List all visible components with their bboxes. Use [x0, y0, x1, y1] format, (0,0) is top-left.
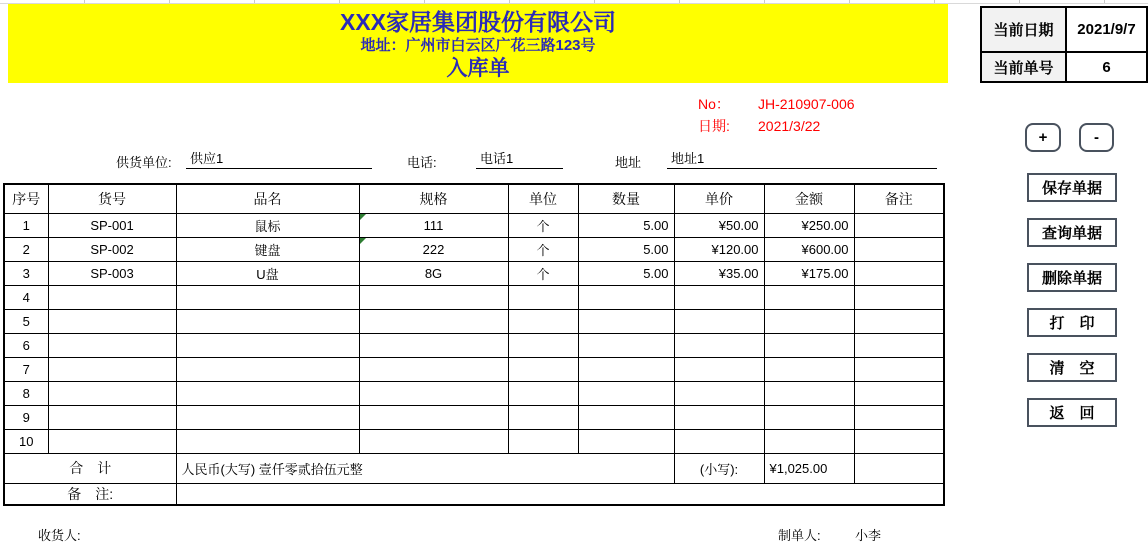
current-info-box	[980, 6, 1148, 83]
column-header: 备注	[854, 184, 944, 213]
address-field[interactable]: 地址1	[667, 149, 937, 169]
cell-unit[interactable]	[508, 405, 578, 429]
cell-price[interactable]	[674, 381, 764, 405]
cell-unit[interactable]	[508, 333, 578, 357]
cell-amount[interactable]: ¥600.00	[764, 237, 854, 261]
column-header: 规格	[359, 184, 508, 213]
cell-qty[interactable]	[578, 285, 674, 309]
current-number-value: 6	[1102, 58, 1111, 76]
cell-amount[interactable]	[764, 333, 854, 357]
table-row	[4, 285, 944, 309]
current-number-label: 当前单号	[982, 53, 1067, 81]
cell-note[interactable]	[854, 381, 944, 405]
doc-no-label: No：	[698, 96, 730, 112]
total-note-cell	[854, 453, 944, 483]
cell-qty[interactable]	[578, 405, 674, 429]
table-row	[4, 381, 944, 405]
cell-unit[interactable]: 个	[508, 261, 578, 285]
cell-name[interactable]	[176, 405, 359, 429]
error-flag-triangle	[360, 238, 366, 244]
table-row	[4, 429, 944, 453]
total-small-label: (小写):	[674, 453, 764, 483]
cell-no[interactable]: 10	[4, 429, 48, 453]
cell-price[interactable]	[674, 285, 764, 309]
cell-price[interactable]	[674, 357, 764, 381]
cell-note[interactable]	[854, 333, 944, 357]
phone-label: 电话:	[407, 155, 437, 170]
cell-spec[interactable]: 111	[359, 213, 508, 237]
table-row	[4, 405, 944, 429]
table-row	[4, 357, 944, 381]
cell-spec[interactable]	[359, 285, 508, 309]
cell-unit[interactable]	[508, 429, 578, 453]
cell-code[interactable]: SP-001	[48, 213, 176, 237]
cell-price[interactable]	[674, 333, 764, 357]
cell-code[interactable]	[48, 285, 176, 309]
cell-note[interactable]	[854, 357, 944, 381]
column-header: 序号	[4, 184, 48, 213]
cell-price[interactable]: ¥35.00	[674, 261, 764, 285]
cell-amount[interactable]	[764, 357, 854, 381]
cell-spec[interactable]: 222	[359, 237, 508, 261]
cell-code[interactable]: SP-003	[48, 261, 176, 285]
column-header: 数量	[578, 184, 674, 213]
table-row	[4, 309, 944, 333]
cell-qty[interactable]	[578, 357, 674, 381]
cell-note[interactable]	[854, 261, 944, 285]
cell-spec[interactable]	[359, 333, 508, 357]
column-header: 货号	[48, 184, 176, 213]
current-date-label: 当前日期	[982, 8, 1067, 51]
table-header-row	[4, 184, 944, 213]
cell-qty[interactable]: 5.00	[578, 261, 674, 285]
receiver-label: 收货人:	[38, 528, 81, 543]
cell-code[interactable]	[48, 309, 176, 333]
current-date-value: 2021/9/7	[1077, 21, 1136, 38]
cell-qty[interactable]	[578, 429, 674, 453]
table-row	[4, 213, 944, 237]
remove-row-button[interactable]: -	[1079, 123, 1114, 152]
cell-name[interactable]	[176, 333, 359, 357]
cell-amount[interactable]: ¥250.00	[764, 213, 854, 237]
cell-name[interactable]: 鼠标	[176, 213, 359, 237]
remark-value-cell[interactable]	[176, 483, 944, 505]
cell-no[interactable]: 3	[4, 261, 48, 285]
cell-code[interactable]	[48, 405, 176, 429]
delete-button[interactable]: 删除单据	[1027, 263, 1117, 292]
button-stack	[1027, 173, 1117, 427]
form-title: 入库单	[446, 57, 510, 80]
cell-amount[interactable]	[764, 405, 854, 429]
cell-qty[interactable]	[578, 309, 674, 333]
total-amount-value: ¥1,025.00	[764, 453, 854, 483]
cell-no[interactable]: 8	[4, 381, 48, 405]
cell-no[interactable]: 1	[4, 213, 48, 237]
cell-spec[interactable]	[359, 357, 508, 381]
query-button[interactable]: 查询单据	[1027, 218, 1117, 247]
cell-spec[interactable]: 8G	[359, 261, 508, 285]
table-row	[4, 237, 944, 261]
clear-button[interactable]: 清 空	[1027, 353, 1117, 382]
cell-spec[interactable]	[359, 405, 508, 429]
table-row	[4, 261, 944, 285]
cell-name[interactable]	[176, 429, 359, 453]
cell-note[interactable]	[854, 429, 944, 453]
cell-spec[interactable]	[359, 381, 508, 405]
doc-date-line	[698, 115, 855, 137]
supplier-label: 供货单位:	[116, 155, 172, 170]
cell-name[interactable]	[176, 357, 359, 381]
cell-unit[interactable]: 个	[508, 237, 578, 261]
current-number-row	[982, 53, 1146, 81]
cell-amount[interactable]	[764, 381, 854, 405]
cell-unit[interactable]	[508, 285, 578, 309]
cell-spec[interactable]	[359, 309, 508, 333]
cell-name[interactable]	[176, 285, 359, 309]
cell-spec[interactable]	[359, 429, 508, 453]
cell-amount[interactable]	[764, 429, 854, 453]
add-row-button[interactable]: +	[1025, 123, 1061, 152]
cell-name[interactable]: 键盘	[176, 237, 359, 261]
cell-note[interactable]	[854, 309, 944, 333]
cell-price[interactable]: ¥50.00	[674, 213, 764, 237]
company-address: 地址：广州市白云区广花三路123号	[360, 37, 596, 54]
doc-no-value: JH-210907-006	[758, 96, 855, 112]
total-label: 合 计	[4, 453, 176, 483]
doc-no-line	[698, 93, 855, 115]
total-row	[4, 453, 944, 483]
title-banner	[8, 4, 948, 83]
cell-name[interactable]	[176, 309, 359, 333]
current-date-row	[982, 8, 1146, 53]
save-button[interactable]: 保存单据	[1027, 173, 1117, 202]
cell-qty[interactable]: 5.00	[578, 213, 674, 237]
cell-note[interactable]	[854, 213, 944, 237]
maker-value[interactable]: 小李	[855, 528, 882, 543]
remark-row	[4, 483, 944, 505]
cell-amount[interactable]: ¥175.00	[764, 261, 854, 285]
cell-code[interactable]	[48, 381, 176, 405]
phone-field[interactable]: 电话1	[476, 149, 563, 169]
cell-price[interactable]: ¥120.00	[674, 237, 764, 261]
cell-no[interactable]: 7	[4, 357, 48, 381]
address-label: 地址	[615, 155, 642, 170]
table-row	[4, 333, 944, 357]
cell-name[interactable]: U盘	[176, 261, 359, 285]
cell-amount[interactable]	[764, 309, 854, 333]
column-header: 单价	[674, 184, 764, 213]
cell-unit[interactable]: 个	[508, 213, 578, 237]
document-meta	[698, 93, 855, 137]
cell-unit[interactable]	[508, 357, 578, 381]
cell-price[interactable]	[674, 429, 764, 453]
cell-qty[interactable]	[578, 381, 674, 405]
cell-note[interactable]	[854, 405, 944, 429]
cell-amount[interactable]	[764, 285, 854, 309]
cell-unit[interactable]	[508, 381, 578, 405]
column-header: 单位	[508, 184, 578, 213]
doc-date-value: 2021/3/22	[758, 118, 821, 134]
company-name: XXX家居集团股份有限公司	[339, 9, 617, 35]
cell-code[interactable]	[48, 429, 176, 453]
cell-note[interactable]	[854, 285, 944, 309]
cell-note[interactable]	[854, 237, 944, 261]
cell-no[interactable]: 2	[4, 237, 48, 261]
cell-code[interactable]	[48, 357, 176, 381]
cell-qty[interactable]: 5.00	[578, 237, 674, 261]
back-button[interactable]: 返 回	[1027, 398, 1117, 427]
cell-no[interactable]: 6	[4, 333, 48, 357]
doc-date-label: 日期:	[698, 118, 730, 134]
print-button[interactable]: 打 印	[1027, 308, 1117, 337]
maker-label: 制单人:	[778, 528, 821, 543]
cell-unit[interactable]	[508, 309, 578, 333]
items-table	[3, 183, 945, 506]
supplier-field[interactable]: 供应1	[186, 149, 372, 169]
cell-qty[interactable]	[578, 333, 674, 357]
cell-no[interactable]: 9	[4, 405, 48, 429]
error-flag-triangle	[360, 214, 366, 220]
cell-name[interactable]	[176, 381, 359, 405]
cell-price[interactable]	[674, 405, 764, 429]
total-amount-in-words: 人民币(大写) 壹仟零贰拾伍元整	[176, 453, 674, 483]
cell-price[interactable]	[674, 309, 764, 333]
column-header: 金额	[764, 184, 854, 213]
cell-no[interactable]: 5	[4, 309, 48, 333]
remark-label: 备 注:	[4, 483, 176, 505]
cell-no[interactable]: 4	[4, 285, 48, 309]
column-header: 品名	[176, 184, 359, 213]
cell-code[interactable]	[48, 333, 176, 357]
cell-code[interactable]: SP-002	[48, 237, 176, 261]
